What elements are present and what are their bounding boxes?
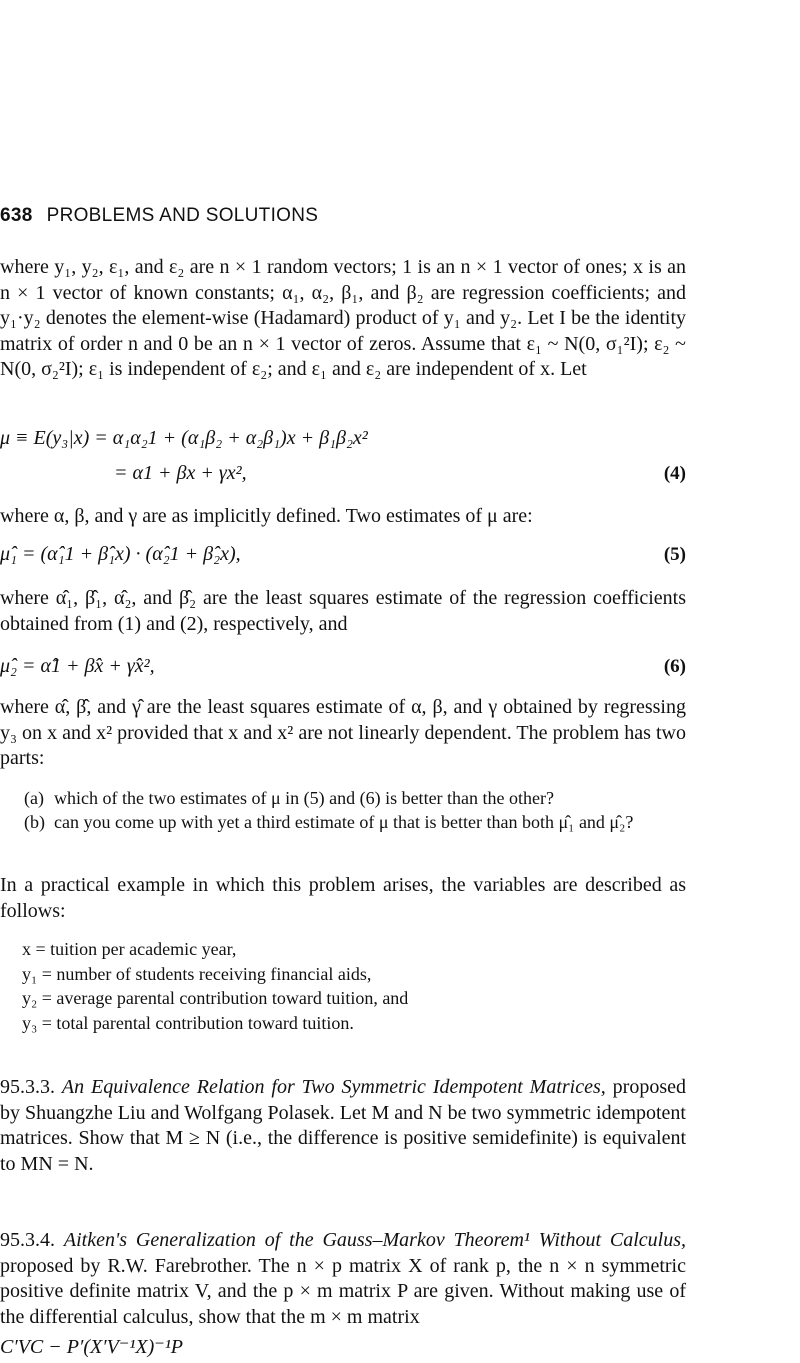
- definition-y2: y₂ = average parental contribution toward tuition, and: [22, 988, 409, 1008]
- problem-parts-list: [20, 786, 680, 834]
- definition-x: x = tuition per academic year,: [22, 939, 237, 959]
- definition-y3: y₃ = total parental contribution toward tuition.: [22, 1012, 354, 1033]
- problem-95-3-4-text: proposed by R.W. Farebrother. The n × p matrix X of rank p, the n × n symmetric positive definite matrix V, and the p × m matrix P are given. Without making use of the differential calculus, show that the m × m matrix: [0, 1254, 686, 1328]
- equation-4-line-1-text: μ ≡ E(y₃|x) = α₁α₂1 + (α₁β₂ + α₂β₁)x + β₁β₂x²: [0, 427, 368, 449]
- problem-95-3-3-number: 95.3.3.: [0, 1076, 55, 1098]
- definition-y1: y₁ = number of students receiving financial aids,: [22, 963, 372, 984]
- equation-4-line-2: [0, 461, 686, 486]
- list-item: [20, 786, 680, 810]
- problem-95-3-3-title: An Equivalence Relation for Two Symmetric Idempotent Matrices,: [61, 1076, 606, 1098]
- problem-95-3-4-number: 95.3.4.: [0, 1229, 55, 1251]
- paragraph-practical-example: In a practical example in which this problem arises, the variables are described as follows:: [0, 874, 686, 922]
- equation-6: [0, 654, 686, 679]
- problem-95-3-3: [0, 1075, 686, 1177]
- equation-4-line-2-text: = α1 + βx + γx²,: [114, 462, 247, 484]
- equation-5-number: (5): [663, 544, 686, 565]
- part-b-text: can you come up with yet a third estimate of μ that is better than both μ̂₁ and μ̂₂?: [54, 812, 634, 832]
- equation-6-number: (6): [663, 656, 686, 677]
- paragraph-definitions-of-vectors: where y₁, y₂, ε₁, and ε₂ are n × 1 random vectors; 1 is an n × 1 vector of ones; x is an n × 1 vector of known constants; α₁, α₂, β₁, and β₂ are regression coefficients; and y₁·y₂ denotes the element-wise (Hadamard) product of y₁ and y₂. Let I be the identity matrix of order n and 0 be an n × 1 vector of zeros. Assume that ε₁ ~ N(0, σ₁²I); ε₂ ~ N(0, σ₂²I); ε₁ is independent of ε₂; and ε₁ and ε₂ are independent of x. Let: [0, 256, 686, 380]
- header-title: PROBLEMS AND SOLUTIONS: [46, 205, 319, 226]
- list-item: [20, 810, 680, 834]
- equation-4-line-1: [0, 426, 686, 451]
- paragraph-two-estimates: where α, β, and γ are as implicitly defined. Two estimates of μ are:: [0, 505, 533, 527]
- problem-95-3-4-title: Aitken's Generalization of the Gauss–Markov Theorem¹ Without Calculus,: [63, 1229, 687, 1251]
- paragraph-least-squares-1: where α̂₁, β̂₁, α̂₂, and β̂₂ are the least squares estimate of the regression coefficients obtained from (1) and (2), respectively, and: [0, 587, 686, 635]
- problem-95-3-3-text: proposed by Shuangzhe Liu and Wolfgang Polasek. Let M and N be two symmetric idempotent matrices. Show that M ≥ N (i.e., the difference is positive semidefinite) is equivalent to MN = N.: [0, 1076, 686, 1175]
- variable-definitions: [22, 937, 708, 1035]
- part-a-label: (a): [24, 788, 44, 808]
- problem-95-3-4: [0, 1228, 686, 1330]
- part-b-label: (b): [24, 812, 45, 832]
- equation-5: [0, 542, 686, 567]
- final-matrix-expression: C′VC − P′(X′V⁻¹X)⁻¹P: [0, 1336, 184, 1358]
- running-header: [0, 205, 318, 227]
- page-number: 638: [0, 205, 33, 226]
- equation-4-number: (4): [663, 463, 686, 484]
- equation-5-text: μ̂₁ = (α̂₁1 + β̂₁x) · (α̂₂1 + β̂₂x),: [0, 543, 241, 565]
- equation-6-text: μ̂₂ = α̂1 + β̂x + γ̂x²,: [0, 655, 155, 677]
- paragraph-least-squares-2: where α̂, β̂, and γ̂ are the least squares estimate of α, β, and γ obtained by regressing y₃ on x and x² provided that x and x² are not linearly dependent. The problem has two parts:: [0, 696, 686, 769]
- part-a-text: which of the two estimates of μ in (5) and (6) is better than the other?: [54, 788, 555, 808]
